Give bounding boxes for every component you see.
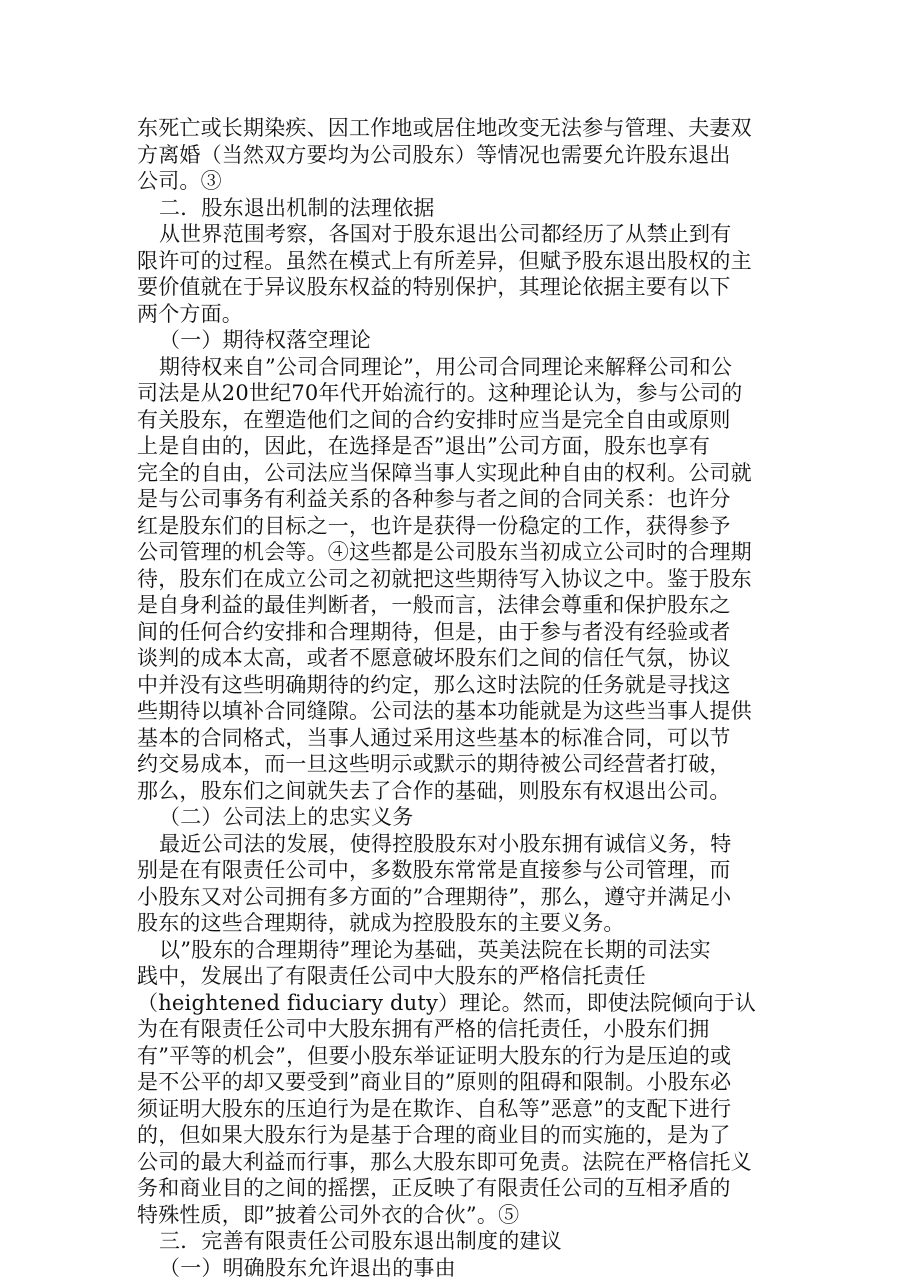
- text-line: 以”股东的合理期待”理论为基础，英美法院在长期的司法实: [159, 937, 711, 962]
- text-line: 股东的这些合理期待，就成为控股股东的主要义务。: [137, 911, 625, 935]
- text-line: 限许可的过程。虽然在模式上有所差异，但赋予股东退出股权的主: [137, 248, 752, 273]
- text-line: 两个方面。: [137, 301, 243, 326]
- text-line: 司法是从20世纪70年代开始流行的。这种理论认为，参与公司的: [137, 381, 743, 405]
- text-line: 红是股东们的目标之一，也许是获得一份稳定的工作，获得参予: [137, 513, 731, 538]
- text-line: 基本的合同格式，当事人通过采用这些基本的标准合同，可以节: [137, 725, 731, 750]
- text-line: （二）公司法上的忠实义务: [159, 805, 414, 829]
- text-line: 的，但如果大股东行为是基于合理的商业目的而实施的，是为了: [137, 1123, 731, 1147]
- text-line: 那么，股东们之间就失去了合作的基础，则股东有权退出公司。: [137, 778, 731, 803]
- text-line: 三．完善有限责任公司股东退出制度的建议: [159, 1229, 562, 1253]
- text-line: 东死亡或长期染疾、因工作地或居住地改变无法参与管理、夫妻双: [137, 116, 752, 140]
- text-line: （一）期待权落空理论: [159, 328, 371, 352]
- text-line: 期待权来自”公司合同理论”，用公司合同理论来解释公司和公: [159, 354, 733, 379]
- text-line: 待，股东们在成立公司之初就把这些期待写入协议之中。鉴于股东: [137, 566, 752, 591]
- text-line: 践中，发展出了有限责任公司中大股东的严格信托责任: [137, 964, 646, 988]
- text-line: 有关股东，在塑造他们之间的合约安排时应当是完全自由或原则: [137, 407, 731, 432]
- text-line: 为在有限责任公司中大股东拥有严格的信托责任，小股东们拥: [137, 1017, 710, 1041]
- text-line: 谈判的成本太高，或者不愿意破坏股东们之间的信任气氛，协议: [137, 646, 731, 670]
- text-line: 要价值就在于异议股东权益的特别保护，其理论依据主要有以下: [137, 275, 731, 299]
- text-line: 从世界范围考察，各国对于股东退出公司都经历了从禁止到有: [159, 222, 732, 246]
- text-line: 公司的最大利益而行事，那么大股东即可免责。法院在严格信托义: [137, 1149, 752, 1174]
- text-line: 二．股东退出机制的法理依据: [159, 195, 435, 220]
- text-line: 有”平等的机会”，但要小股东举证证明大股东的行为是压迫的或: [137, 1043, 732, 1068]
- text-line: 最近公司法的发展，使得控股股东对小股东拥有诚信义务，特: [159, 831, 732, 856]
- text-line: 公司。③: [137, 169, 222, 193]
- text-line: 上是自由的，因此，在选择是否”退出”公司方面，股东也享有: [137, 434, 711, 458]
- text-line: 是不公平的却又要受到”商业目的”原则的阻碍和限制。小股东必: [137, 1070, 732, 1094]
- text-line: 是与公司事务有利益关系的各种参与者之间的合同关系：也许分: [137, 487, 731, 511]
- text-line: 小股东又对公司拥有多方面的”合理期待”，那么，遵守并满足小: [137, 884, 732, 909]
- text-line: 约交易成本，而一旦这些明示或默示的期待被公司经营者打破，: [137, 752, 731, 776]
- text-line: 中并没有这些明确期待的约定，那么这时法院的任务就是寻找这: [137, 672, 731, 697]
- text-line: 公司管理的机会等。④这些都是公司股东当初成立公司时的合理期: [137, 540, 752, 564]
- text-line: 完全的自由，公司法应当保障当事人实现此种自由的权利。公司就: [137, 460, 752, 485]
- text-line: 特殊性质，即”披着公司外衣的合伙”。⑤: [137, 1202, 520, 1227]
- text-line: 方离婚（当然双方要均为公司股东）等情况也需要允许股东退出: [137, 142, 731, 167]
- text-line: 是自身利益的最佳判断者，一般而言，法律会尊重和保护股东之: [137, 593, 731, 617]
- text-line: 须证明大股东的压迫行为是在欺诈、自私等”恶意”的支配下进行: [137, 1096, 732, 1121]
- text-line: 务和商业目的之间的摇摆，正反映了有限责任公司的互相矛盾的: [137, 1176, 731, 1200]
- text-line: 些期待以填补合同缝隙。公司法的基本功能就是为这些当事人提供: [137, 699, 752, 723]
- text-line: （heightened fiduciary duty）理论。然而，即使法院倾向于认: [137, 990, 757, 1015]
- document-body: [137, 115, 777, 1281]
- text-line: （一）明确股东允许退出的事由: [159, 1255, 456, 1280]
- text-line: 间的任何合约安排和合理期待，但是，由于参与者没有经验或者: [137, 619, 731, 644]
- text-line: 别是在有限责任公司中，多数股东常常是直接参与公司管理，而: [137, 858, 731, 882]
